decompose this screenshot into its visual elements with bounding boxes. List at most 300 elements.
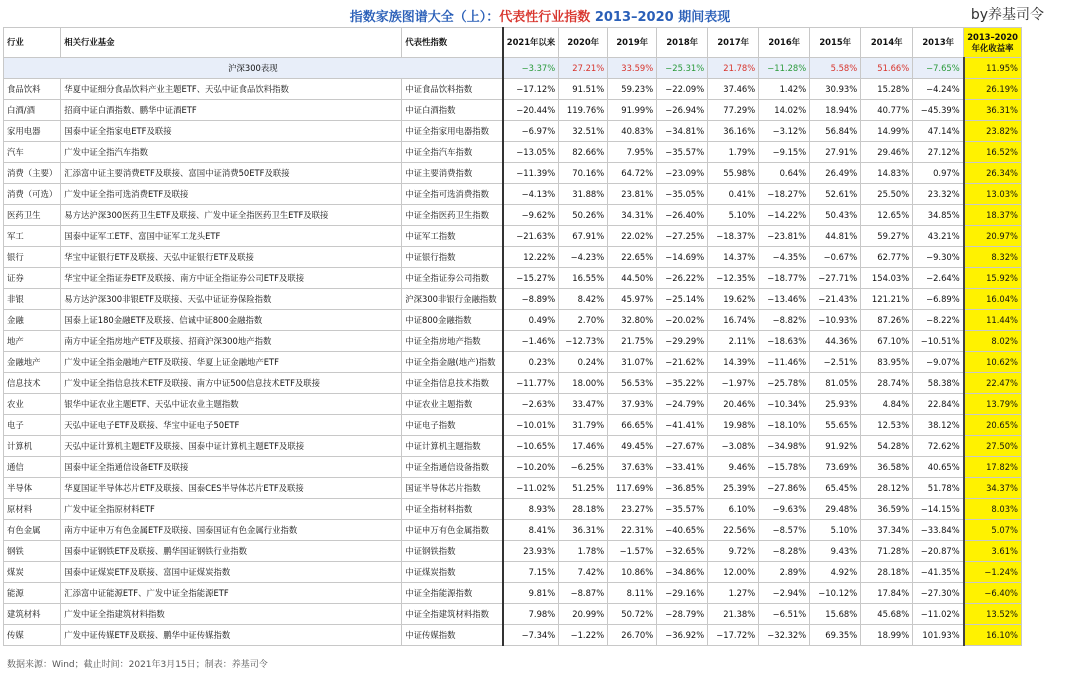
value-cell: 0.64% — [759, 163, 810, 184]
index-cell: 中证全指家用电器指数 — [402, 121, 503, 142]
fund-cell: 天弘中证计算机主题ETF及联接、国泰中证计算机主题ETF及联接 — [61, 436, 402, 457]
fund-cell: 广发中证全指建筑材料指数 — [61, 604, 402, 625]
table-row — [4, 163, 1022, 184]
fund-cell: 南方中证申万有色金属ETF及联接、国泰国证有色金属行业指数 — [61, 520, 402, 541]
value-cell: −13.46% — [759, 289, 810, 310]
header-2016: 2016年 — [759, 28, 810, 58]
value-cell: 12.53% — [861, 415, 913, 436]
industry-cell: 能源 — [4, 583, 61, 604]
fund-cell: 华宝中证全指证券ETF及联接、南方中证全指证券公司ETF及联接 — [61, 268, 402, 289]
benchmark-value: −3.37% — [503, 58, 559, 79]
fund-cell: 国泰中证军工ETF、富国中证军工龙头ETF — [61, 226, 402, 247]
value-cell: 14.37% — [708, 247, 759, 268]
value-cell: 121.21% — [861, 289, 913, 310]
table-row — [4, 457, 1022, 478]
fund-cell: 国泰中证煤炭ETF及联接、富国中证煤炭指数 — [61, 562, 402, 583]
value-cell: −1.46% — [503, 331, 559, 352]
benchmark-value: −7.65% — [913, 58, 964, 79]
value-cell: 18.00% — [559, 373, 608, 394]
annualized-cell: −1.24% — [964, 562, 1022, 583]
value-cell: −8.28% — [759, 541, 810, 562]
title-part2: 代表性行业指数 — [499, 10, 591, 25]
value-cell: −4.24% — [913, 79, 964, 100]
value-cell: 43.21% — [913, 226, 964, 247]
annualized-cell: 16.10% — [964, 625, 1022, 646]
index-cell: 中证计算机主题指数 — [402, 436, 503, 457]
value-cell: −1.57% — [608, 541, 657, 562]
industry-cell: 军工 — [4, 226, 61, 247]
index-cell: 中证银行指数 — [402, 247, 503, 268]
value-cell: −3.08% — [708, 436, 759, 457]
table-row — [4, 373, 1022, 394]
table-row — [4, 331, 1022, 352]
value-cell: 19.62% — [708, 289, 759, 310]
value-cell: 5.10% — [708, 205, 759, 226]
value-cell: −34.81% — [657, 121, 708, 142]
value-cell: 12.00% — [708, 562, 759, 583]
value-cell: −2.94% — [759, 583, 810, 604]
value-cell: −26.40% — [657, 205, 708, 226]
value-cell: −11.77% — [503, 373, 559, 394]
value-cell: −20.44% — [503, 100, 559, 121]
value-cell: −25.78% — [759, 373, 810, 394]
value-cell: 66.65% — [608, 415, 657, 436]
industry-cell: 消费（主要） — [4, 163, 61, 184]
table-row — [4, 415, 1022, 436]
industry-cell: 电子 — [4, 415, 61, 436]
value-cell: 51.25% — [559, 478, 608, 499]
value-cell: −14.15% — [913, 499, 964, 520]
value-cell: 50.43% — [810, 205, 861, 226]
value-cell: −9.15% — [759, 142, 810, 163]
value-cell: −27.67% — [657, 436, 708, 457]
annualized-cell: 23.82% — [964, 121, 1022, 142]
value-cell: 72.62% — [913, 436, 964, 457]
value-cell: −9.62% — [503, 205, 559, 226]
value-cell: 10.86% — [608, 562, 657, 583]
value-cell: 30.93% — [810, 79, 861, 100]
industry-cell: 传媒 — [4, 625, 61, 646]
value-cell: 7.95% — [608, 142, 657, 163]
table-row — [4, 79, 1022, 100]
annualized-cell: 16.52% — [964, 142, 1022, 163]
value-cell: 7.15% — [503, 562, 559, 583]
benchmark-value: −25.31% — [657, 58, 708, 79]
table-row — [4, 499, 1022, 520]
value-cell: 77.29% — [708, 100, 759, 121]
value-cell: 14.02% — [759, 100, 810, 121]
value-cell: 31.79% — [559, 415, 608, 436]
value-cell: −18.27% — [759, 184, 810, 205]
index-cell: 中证全指能源指数 — [402, 583, 503, 604]
annualized-cell: 16.04% — [964, 289, 1022, 310]
value-cell: 40.83% — [608, 121, 657, 142]
fund-cell: 国泰中证全指家电ETF及联接 — [61, 121, 402, 142]
value-cell: 50.26% — [559, 205, 608, 226]
value-cell: −18.63% — [759, 331, 810, 352]
header-2017: 2017年 — [708, 28, 759, 58]
value-cell: 21.75% — [608, 331, 657, 352]
header-index: 代表性指数 — [402, 28, 503, 58]
value-cell: 81.05% — [810, 373, 861, 394]
value-cell: −2.63% — [503, 394, 559, 415]
annualized-cell: −6.40% — [964, 583, 1022, 604]
value-cell: −29.16% — [657, 583, 708, 604]
benchmark-label: 沪深300表现 — [4, 58, 503, 79]
value-cell: 91.92% — [810, 436, 861, 457]
value-cell: −17.72% — [708, 625, 759, 646]
value-cell: −20.87% — [913, 541, 964, 562]
index-cell: 中证全指房地产指数 — [402, 331, 503, 352]
value-cell: 62.77% — [861, 247, 913, 268]
footer-source: 数据来源：Wind；截止时间：2021年3月15日；制表：养基司令 — [7, 660, 268, 670]
value-cell: 12.65% — [861, 205, 913, 226]
value-cell: 34.85% — [913, 205, 964, 226]
value-cell: −32.32% — [759, 625, 810, 646]
industry-cell: 计算机 — [4, 436, 61, 457]
table-row — [4, 562, 1022, 583]
title-part3: 2013–2020 期间表现 — [590, 10, 731, 25]
value-cell: 20.99% — [559, 604, 608, 625]
value-cell: −28.79% — [657, 604, 708, 625]
value-cell: 0.49% — [503, 310, 559, 331]
value-cell: −10.01% — [503, 415, 559, 436]
value-cell: 69.35% — [810, 625, 861, 646]
table-row — [4, 625, 1022, 646]
value-cell: 19.98% — [708, 415, 759, 436]
industry-index-table — [3, 27, 1022, 646]
table-row — [4, 268, 1022, 289]
value-cell: −11.46% — [759, 352, 810, 373]
value-cell: 71.28% — [861, 541, 913, 562]
value-cell: 22.84% — [913, 394, 964, 415]
table-row — [4, 184, 1022, 205]
index-cell: 中证农业主题指数 — [402, 394, 503, 415]
value-cell: −12.35% — [708, 268, 759, 289]
table-row — [4, 100, 1022, 121]
value-cell: 56.84% — [810, 121, 861, 142]
fund-cell: 易方达沪深300医药卫生ETF及联接、广发中证全指医药卫生ETF及联接 — [61, 205, 402, 226]
value-cell: −27.86% — [759, 478, 810, 499]
value-cell: 22.02% — [608, 226, 657, 247]
value-cell: 82.66% — [559, 142, 608, 163]
value-cell: 23.32% — [913, 184, 964, 205]
header-2020: 2020年 — [559, 28, 608, 58]
value-cell: 4.84% — [861, 394, 913, 415]
value-cell: −25.14% — [657, 289, 708, 310]
value-cell: −27.71% — [810, 268, 861, 289]
value-cell: −14.22% — [759, 205, 810, 226]
value-cell: 8.93% — [503, 499, 559, 520]
header-2013: 2013年 — [913, 28, 964, 58]
value-cell: 38.12% — [913, 415, 964, 436]
value-cell: 54.28% — [861, 436, 913, 457]
value-cell: 28.18% — [861, 562, 913, 583]
value-cell: 36.59% — [861, 499, 913, 520]
table-row — [4, 247, 1022, 268]
index-cell: 中证全指证券公司指数 — [402, 268, 503, 289]
value-cell: 17.46% — [559, 436, 608, 457]
industry-cell: 医药卫生 — [4, 205, 61, 226]
header-industry: 行业 — [4, 28, 61, 58]
value-cell: 31.07% — [608, 352, 657, 373]
fund-cell: 广发中证全指汽车指数 — [61, 142, 402, 163]
industry-cell: 银行 — [4, 247, 61, 268]
value-cell: −15.78% — [759, 457, 810, 478]
header-row — [4, 28, 1022, 58]
value-cell: −41.41% — [657, 415, 708, 436]
fund-cell: 华夏中证细分食品饮料产业主题ETF、天弘中证食品饮料指数 — [61, 79, 402, 100]
industry-cell: 信息技术 — [4, 373, 61, 394]
value-cell: 31.88% — [559, 184, 608, 205]
industry-cell: 金融地产 — [4, 352, 61, 373]
index-cell: 中证全指信息技术指数 — [402, 373, 503, 394]
value-cell: −10.34% — [759, 394, 810, 415]
annualized-cell: 8.02% — [964, 331, 1022, 352]
value-cell: 8.11% — [608, 583, 657, 604]
value-cell: 44.36% — [810, 331, 861, 352]
value-cell: 56.53% — [608, 373, 657, 394]
value-cell: 23.81% — [608, 184, 657, 205]
value-cell: −4.23% — [559, 247, 608, 268]
value-cell: 25.39% — [708, 478, 759, 499]
value-cell: 0.41% — [708, 184, 759, 205]
industry-cell: 金融 — [4, 310, 61, 331]
value-cell: −33.84% — [913, 520, 964, 541]
value-cell: −41.35% — [913, 562, 964, 583]
value-cell: 59.27% — [861, 226, 913, 247]
fund-cell: 易方达沪深300非银ETF及联接、天弘中证证券保险指数 — [61, 289, 402, 310]
value-cell: −8.87% — [559, 583, 608, 604]
annualized-cell: 26.19% — [964, 79, 1022, 100]
fund-cell: 华夏国证半导体芯片ETF及联接、国泰CES半导体芯片ETF及联接 — [61, 478, 402, 499]
value-cell: 117.69% — [608, 478, 657, 499]
value-cell: −21.63% — [503, 226, 559, 247]
index-cell: 中证全指建筑材料指数 — [402, 604, 503, 625]
value-cell: −17.12% — [503, 79, 559, 100]
value-cell: 154.03% — [861, 268, 913, 289]
value-cell: 14.83% — [861, 163, 913, 184]
benchmark-value: 5.58% — [810, 58, 861, 79]
value-cell: 40.77% — [861, 100, 913, 121]
value-cell: 9.72% — [708, 541, 759, 562]
benchmark-row — [4, 58, 1022, 79]
value-cell: −6.89% — [913, 289, 964, 310]
value-cell: 36.31% — [559, 520, 608, 541]
index-cell: 中证全指通信设备指数 — [402, 457, 503, 478]
value-cell: −2.64% — [913, 268, 964, 289]
header-2015: 2015年 — [810, 28, 861, 58]
index-cell: 中证电子指数 — [402, 415, 503, 436]
value-cell: 44.81% — [810, 226, 861, 247]
value-cell: 91.51% — [559, 79, 608, 100]
value-cell: −6.25% — [559, 457, 608, 478]
value-cell: −6.51% — [759, 604, 810, 625]
value-cell: 0.24% — [559, 352, 608, 373]
header-2018: 2018年 — [657, 28, 708, 58]
index-cell: 中证全指金融(地产)指数 — [402, 352, 503, 373]
value-cell: 59.23% — [608, 79, 657, 100]
table-row — [4, 394, 1022, 415]
annualized-cell: 26.34% — [964, 163, 1022, 184]
value-cell: 23.93% — [503, 541, 559, 562]
value-cell: 49.45% — [608, 436, 657, 457]
industry-cell: 建筑材料 — [4, 604, 61, 625]
table-row — [4, 205, 1022, 226]
value-cell: 15.28% — [861, 79, 913, 100]
fund-cell: 广发中证全指可选消费ETF及联接 — [61, 184, 402, 205]
industry-cell: 农业 — [4, 394, 61, 415]
industry-cell: 有色金属 — [4, 520, 61, 541]
table-row — [4, 289, 1022, 310]
fund-cell: 广发中证全指金融地产ETF及联接、华夏上证金融地产ETF — [61, 352, 402, 373]
index-cell: 中证传媒指数 — [402, 625, 503, 646]
value-cell: 34.31% — [608, 205, 657, 226]
value-cell: −9.63% — [759, 499, 810, 520]
value-cell: 101.93% — [913, 625, 964, 646]
value-cell: −33.41% — [657, 457, 708, 478]
annualized-cell: 13.79% — [964, 394, 1022, 415]
value-cell: −35.05% — [657, 184, 708, 205]
value-cell: 27.91% — [810, 142, 861, 163]
value-cell: −18.77% — [759, 268, 810, 289]
value-cell: 40.65% — [913, 457, 964, 478]
table-row — [4, 352, 1022, 373]
benchmark-value: −11.28% — [759, 58, 810, 79]
value-cell: 65.45% — [810, 478, 861, 499]
industry-cell: 食品饮料 — [4, 79, 61, 100]
fund-cell: 国泰中证全指通信设备ETF及联接 — [61, 457, 402, 478]
value-cell: −4.13% — [503, 184, 559, 205]
value-cell: −21.62% — [657, 352, 708, 373]
value-cell: −35.22% — [657, 373, 708, 394]
industry-cell: 白酒/酒 — [4, 100, 61, 121]
fund-cell: 银华中证农业主题ETF、天弘中证农业主题指数 — [61, 394, 402, 415]
index-cell: 中证全指医药卫生指数 — [402, 205, 503, 226]
value-cell: 6.10% — [708, 499, 759, 520]
value-cell: 16.74% — [708, 310, 759, 331]
value-cell: 16.55% — [559, 268, 608, 289]
value-cell: 29.46% — [861, 142, 913, 163]
value-cell: 32.80% — [608, 310, 657, 331]
value-cell: 22.65% — [608, 247, 657, 268]
value-cell: −9.30% — [913, 247, 964, 268]
brand-label: by养基司令 — [970, 7, 1044, 23]
annualized-cell: 18.37% — [964, 205, 1022, 226]
value-cell: −26.94% — [657, 100, 708, 121]
value-cell: −10.51% — [913, 331, 964, 352]
value-cell: 67.91% — [559, 226, 608, 247]
value-cell: −24.79% — [657, 394, 708, 415]
value-cell: 55.65% — [810, 415, 861, 436]
value-cell: 52.61% — [810, 184, 861, 205]
value-cell: 28.74% — [861, 373, 913, 394]
value-cell: 1.27% — [708, 583, 759, 604]
value-cell: 21.38% — [708, 604, 759, 625]
index-cell: 中证军工指数 — [402, 226, 503, 247]
annualized-cell: 11.44% — [964, 310, 1022, 331]
value-cell: 22.31% — [608, 520, 657, 541]
value-cell: −35.57% — [657, 142, 708, 163]
value-cell: −13.05% — [503, 142, 559, 163]
value-cell: 15.68% — [810, 604, 861, 625]
value-cell: 2.70% — [559, 310, 608, 331]
index-cell: 中证煤炭指数 — [402, 562, 503, 583]
value-cell: −11.39% — [503, 163, 559, 184]
value-cell: 25.93% — [810, 394, 861, 415]
value-cell: 0.97% — [913, 163, 964, 184]
value-cell: −8.22% — [913, 310, 964, 331]
index-cell: 中证800金融指数 — [402, 310, 503, 331]
table-row — [4, 604, 1022, 625]
value-cell: 51.78% — [913, 478, 964, 499]
value-cell: −4.35% — [759, 247, 810, 268]
value-cell: −22.09% — [657, 79, 708, 100]
value-cell: −45.39% — [913, 100, 964, 121]
value-cell: 1.42% — [759, 79, 810, 100]
value-cell: −21.43% — [810, 289, 861, 310]
value-cell: 17.84% — [861, 583, 913, 604]
value-cell: −27.25% — [657, 226, 708, 247]
table-row — [4, 478, 1022, 499]
value-cell: 25.50% — [861, 184, 913, 205]
annualized-cell: 8.03% — [964, 499, 1022, 520]
value-cell: −8.89% — [503, 289, 559, 310]
value-cell: 36.16% — [708, 121, 759, 142]
industry-cell: 消费（可选） — [4, 184, 61, 205]
header-annualized — [964, 28, 1022, 58]
value-cell: −29.29% — [657, 331, 708, 352]
fund-cell: 国泰中证钢铁ETF及联接、鹏华国证钢铁行业指数 — [61, 541, 402, 562]
annualized-cell: 13.03% — [964, 184, 1022, 205]
table-row — [4, 142, 1022, 163]
value-cell: 55.98% — [708, 163, 759, 184]
value-cell: −36.92% — [657, 625, 708, 646]
value-cell: 7.98% — [503, 604, 559, 625]
value-cell: 14.99% — [861, 121, 913, 142]
benchmark-value: 33.59% — [608, 58, 657, 79]
value-cell: 70.16% — [559, 163, 608, 184]
value-cell: 32.51% — [559, 121, 608, 142]
value-cell: 5.10% — [810, 520, 861, 541]
value-cell: 8.42% — [559, 289, 608, 310]
value-cell: 50.72% — [608, 604, 657, 625]
value-cell: 1.78% — [559, 541, 608, 562]
value-cell: −1.22% — [559, 625, 608, 646]
annualized-cell: 3.61% — [964, 541, 1022, 562]
value-cell: 83.95% — [861, 352, 913, 373]
header-2021: 2021年以来 — [503, 28, 559, 58]
value-cell: 23.27% — [608, 499, 657, 520]
value-cell: 28.18% — [559, 499, 608, 520]
industry-cell: 非银 — [4, 289, 61, 310]
value-cell: 91.99% — [608, 100, 657, 121]
table-row — [4, 310, 1022, 331]
benchmark-value: 21.78% — [708, 58, 759, 79]
value-cell: −34.98% — [759, 436, 810, 457]
value-cell: −18.10% — [759, 415, 810, 436]
table-row — [4, 520, 1022, 541]
table-row — [4, 436, 1022, 457]
fund-cell: 汇添富中证能源ETF、广发中证全指能源ETF — [61, 583, 402, 604]
fund-cell: 广发中证全指原材料ETF — [61, 499, 402, 520]
value-cell: 12.22% — [503, 247, 559, 268]
value-cell: −35.57% — [657, 499, 708, 520]
value-cell: 27.12% — [913, 142, 964, 163]
value-cell: 7.42% — [559, 562, 608, 583]
industry-cell: 证券 — [4, 268, 61, 289]
value-cell: −3.12% — [759, 121, 810, 142]
